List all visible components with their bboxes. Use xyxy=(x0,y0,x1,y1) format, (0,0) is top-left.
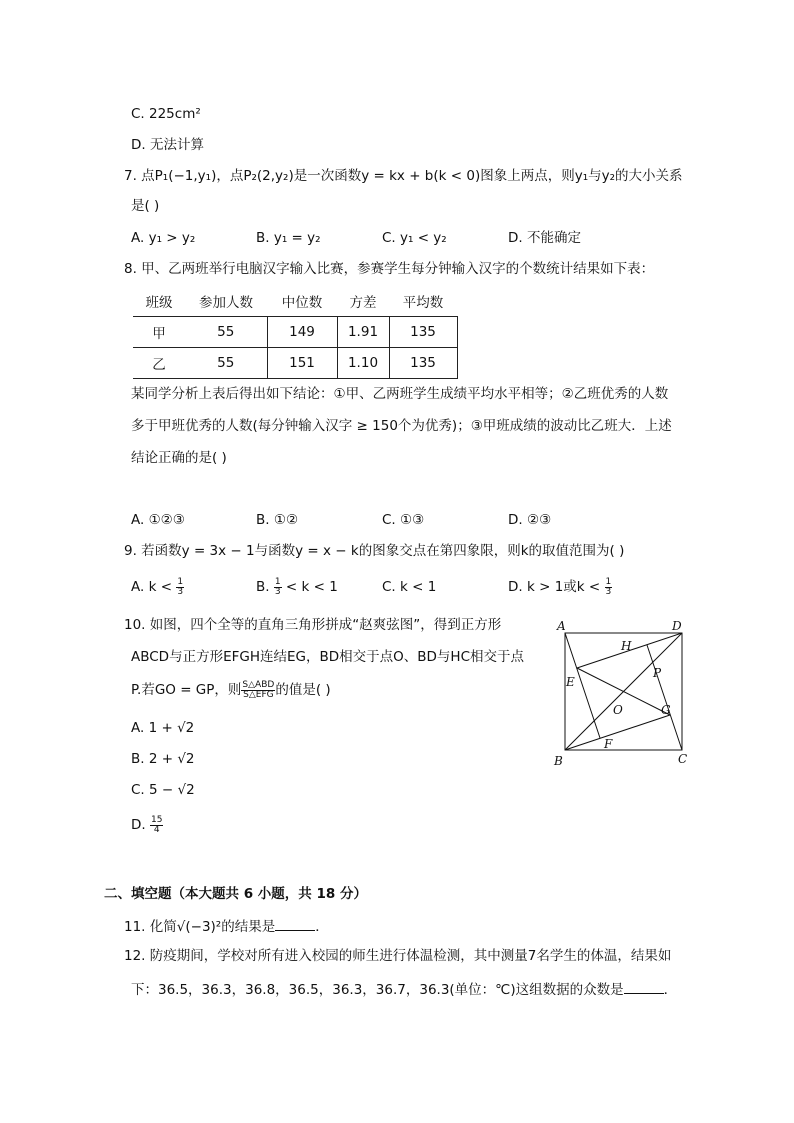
fraction-numerator: 1 xyxy=(605,576,612,587)
table-cell: 1.91 xyxy=(337,317,389,348)
segment-bf xyxy=(565,715,670,750)
table-header-cell: 参加人数 xyxy=(199,295,253,311)
q7-stem-line1: 7. 点P₁(−1,y₁)，点P₂(2,y₂)是一次函数y = kx + b(k < 0)图象上两点，则y₁与y₂的大小关系 xyxy=(124,168,683,184)
fraction-denominator: 3 xyxy=(177,586,184,597)
answer-blank xyxy=(275,916,315,931)
q8-option-a: A. ①②③ xyxy=(131,512,185,528)
fraction xyxy=(605,578,613,597)
q10-stem-line3-post: 的值是( ) xyxy=(275,682,331,698)
table-header-row xyxy=(133,286,457,317)
q10-option-d xyxy=(131,815,163,835)
table-cell: 55 xyxy=(185,317,267,348)
label-c: C xyxy=(678,752,688,766)
fraction xyxy=(274,578,282,597)
label-f: F xyxy=(604,737,613,751)
q8-stats-table xyxy=(133,286,458,379)
q8-text-line2: 多于甲班优秀的人数(每分钟输入汉字 ≥ 150个为优秀)；③甲班成绩的波动比乙班大．上述 xyxy=(131,418,672,434)
fraction-numerator: S△ABD xyxy=(242,679,275,690)
q10-stem-line3-pre: P.若GO = GP，则 xyxy=(131,682,242,698)
q12-stem-line2 xyxy=(131,979,677,1000)
q10-option-d-label: D. xyxy=(131,817,146,833)
q8-text-line1: 某同学分析上表后得出如下结论：①甲、乙两班学生成绩平均水平相等；②乙班优秀的人数 xyxy=(131,386,669,402)
fraction xyxy=(150,816,163,835)
q9-option-b-text: < k < 1 xyxy=(285,579,338,595)
q9-option-d-text: D. k > 1或k < xyxy=(508,579,601,595)
q10-stem-line1: 10. 如图，四个全等的直角三角形拼成“赵爽弦图”，得到正方形 xyxy=(124,617,502,633)
q11-stem-text: 11. 化简√(−3)²的结果是 xyxy=(124,919,276,935)
fraction xyxy=(176,578,184,597)
table-header-cell: 班级 xyxy=(145,295,173,311)
table-header-cell: 平均数 xyxy=(402,295,444,311)
fraction-numerator: 15 xyxy=(150,814,163,825)
q7-option-d: D. 不能确定 xyxy=(508,230,581,246)
q9-option-d xyxy=(508,577,612,597)
q7-option-b: B. y₁ = y₂ xyxy=(256,230,321,246)
table-cell: 149 xyxy=(267,317,337,348)
q10-option-a: A. 1 + √2 xyxy=(131,720,195,736)
q12-stem-line1: 12. 防疫期间，学校对所有进入校园的师生进行体温检测，其中测量7名学生的体温，结果如 xyxy=(124,948,672,964)
q7-option-c: C. y₁ < y₂ xyxy=(382,230,447,246)
segment-cg xyxy=(647,645,682,750)
q8-option-b: B. ①② xyxy=(256,512,299,528)
label-d: D xyxy=(672,619,682,633)
q8-option-d: D. ②③ xyxy=(508,512,552,528)
table-row xyxy=(133,348,457,379)
q12-stem-end: ． xyxy=(663,982,678,998)
label-g: G xyxy=(661,703,671,717)
table-cell: 甲 xyxy=(133,317,185,348)
table-cell: 151 xyxy=(267,348,337,379)
q9-option-c: C. k < 1 xyxy=(382,579,437,595)
table-header-cell: 方差 xyxy=(349,295,377,311)
q9-option-a xyxy=(131,577,184,597)
table-cell: 135 xyxy=(389,317,457,348)
q6-option-d: D. 无法计算 xyxy=(131,137,204,153)
table-header-cell: 中位数 xyxy=(281,295,323,311)
q9-option-a-text: A. k < xyxy=(131,579,173,595)
q10-option-c: C. 5 − √2 xyxy=(131,782,195,798)
answer-blank xyxy=(624,979,664,994)
q10-stem-line2: ABCD与正方形EFGH连结EG，BD相交于点O、BD与HC相交于点 xyxy=(131,649,524,665)
table-row xyxy=(133,317,457,348)
q11-stem-end: ． xyxy=(315,919,329,935)
label-p: P xyxy=(653,666,662,680)
label-e: E xyxy=(566,675,575,689)
section-heading: 二、填空题（本大题共 6 小题，共 18 分） xyxy=(104,886,367,902)
q8-stem: 8. 甲、乙两班举行电脑汉字输入比赛，参赛学生每分钟输入汉字的个数统计结果如下表： xyxy=(124,261,655,277)
q11-stem xyxy=(124,916,329,937)
fraction-numerator: 1 xyxy=(177,576,184,587)
q8-text-line3: 结论正确的是( ) xyxy=(131,450,227,466)
label-a: A xyxy=(557,619,566,633)
table-cell: 1.10 xyxy=(337,348,389,379)
table-cell: 55 xyxy=(185,348,267,379)
q7-stem-line2: 是( ) xyxy=(131,198,160,214)
fraction-numerator: 1 xyxy=(274,576,281,587)
q7-option-a: A. y₁ > y₂ xyxy=(131,230,196,246)
zhao-shuang-diagram xyxy=(548,614,698,769)
fraction-denominator: 3 xyxy=(605,586,612,597)
fraction-denominator: 4 xyxy=(153,824,160,835)
label-b: B xyxy=(554,754,563,768)
q10-option-b: B. 2 + √2 xyxy=(131,751,195,767)
fraction xyxy=(241,681,275,700)
q9-option-b-label: B. xyxy=(256,579,270,595)
label-h: H xyxy=(621,639,632,653)
q10-stem-line3 xyxy=(131,680,331,700)
fraction-denominator: 3 xyxy=(274,586,281,597)
fraction-denominator: S△EFG xyxy=(243,689,274,700)
table-cell: 135 xyxy=(389,348,457,379)
table-cell: 乙 xyxy=(133,348,185,379)
q8-option-c: C. ①③ xyxy=(382,512,425,528)
q6-option-c: C. 225cm² xyxy=(131,106,201,122)
label-o: O xyxy=(613,703,623,717)
q9-stem: 9. 若函数y = 3x − 1与函数y = x − k的图象交点在第四象限，则k的取值范围为( ) xyxy=(124,543,625,559)
q9-option-b xyxy=(256,577,338,597)
q12-stem-text: 下：36.5，36.3，36.8，36.5，36.3，36.7，36.3(单位：℃)这组数据的众数是 xyxy=(131,982,624,998)
